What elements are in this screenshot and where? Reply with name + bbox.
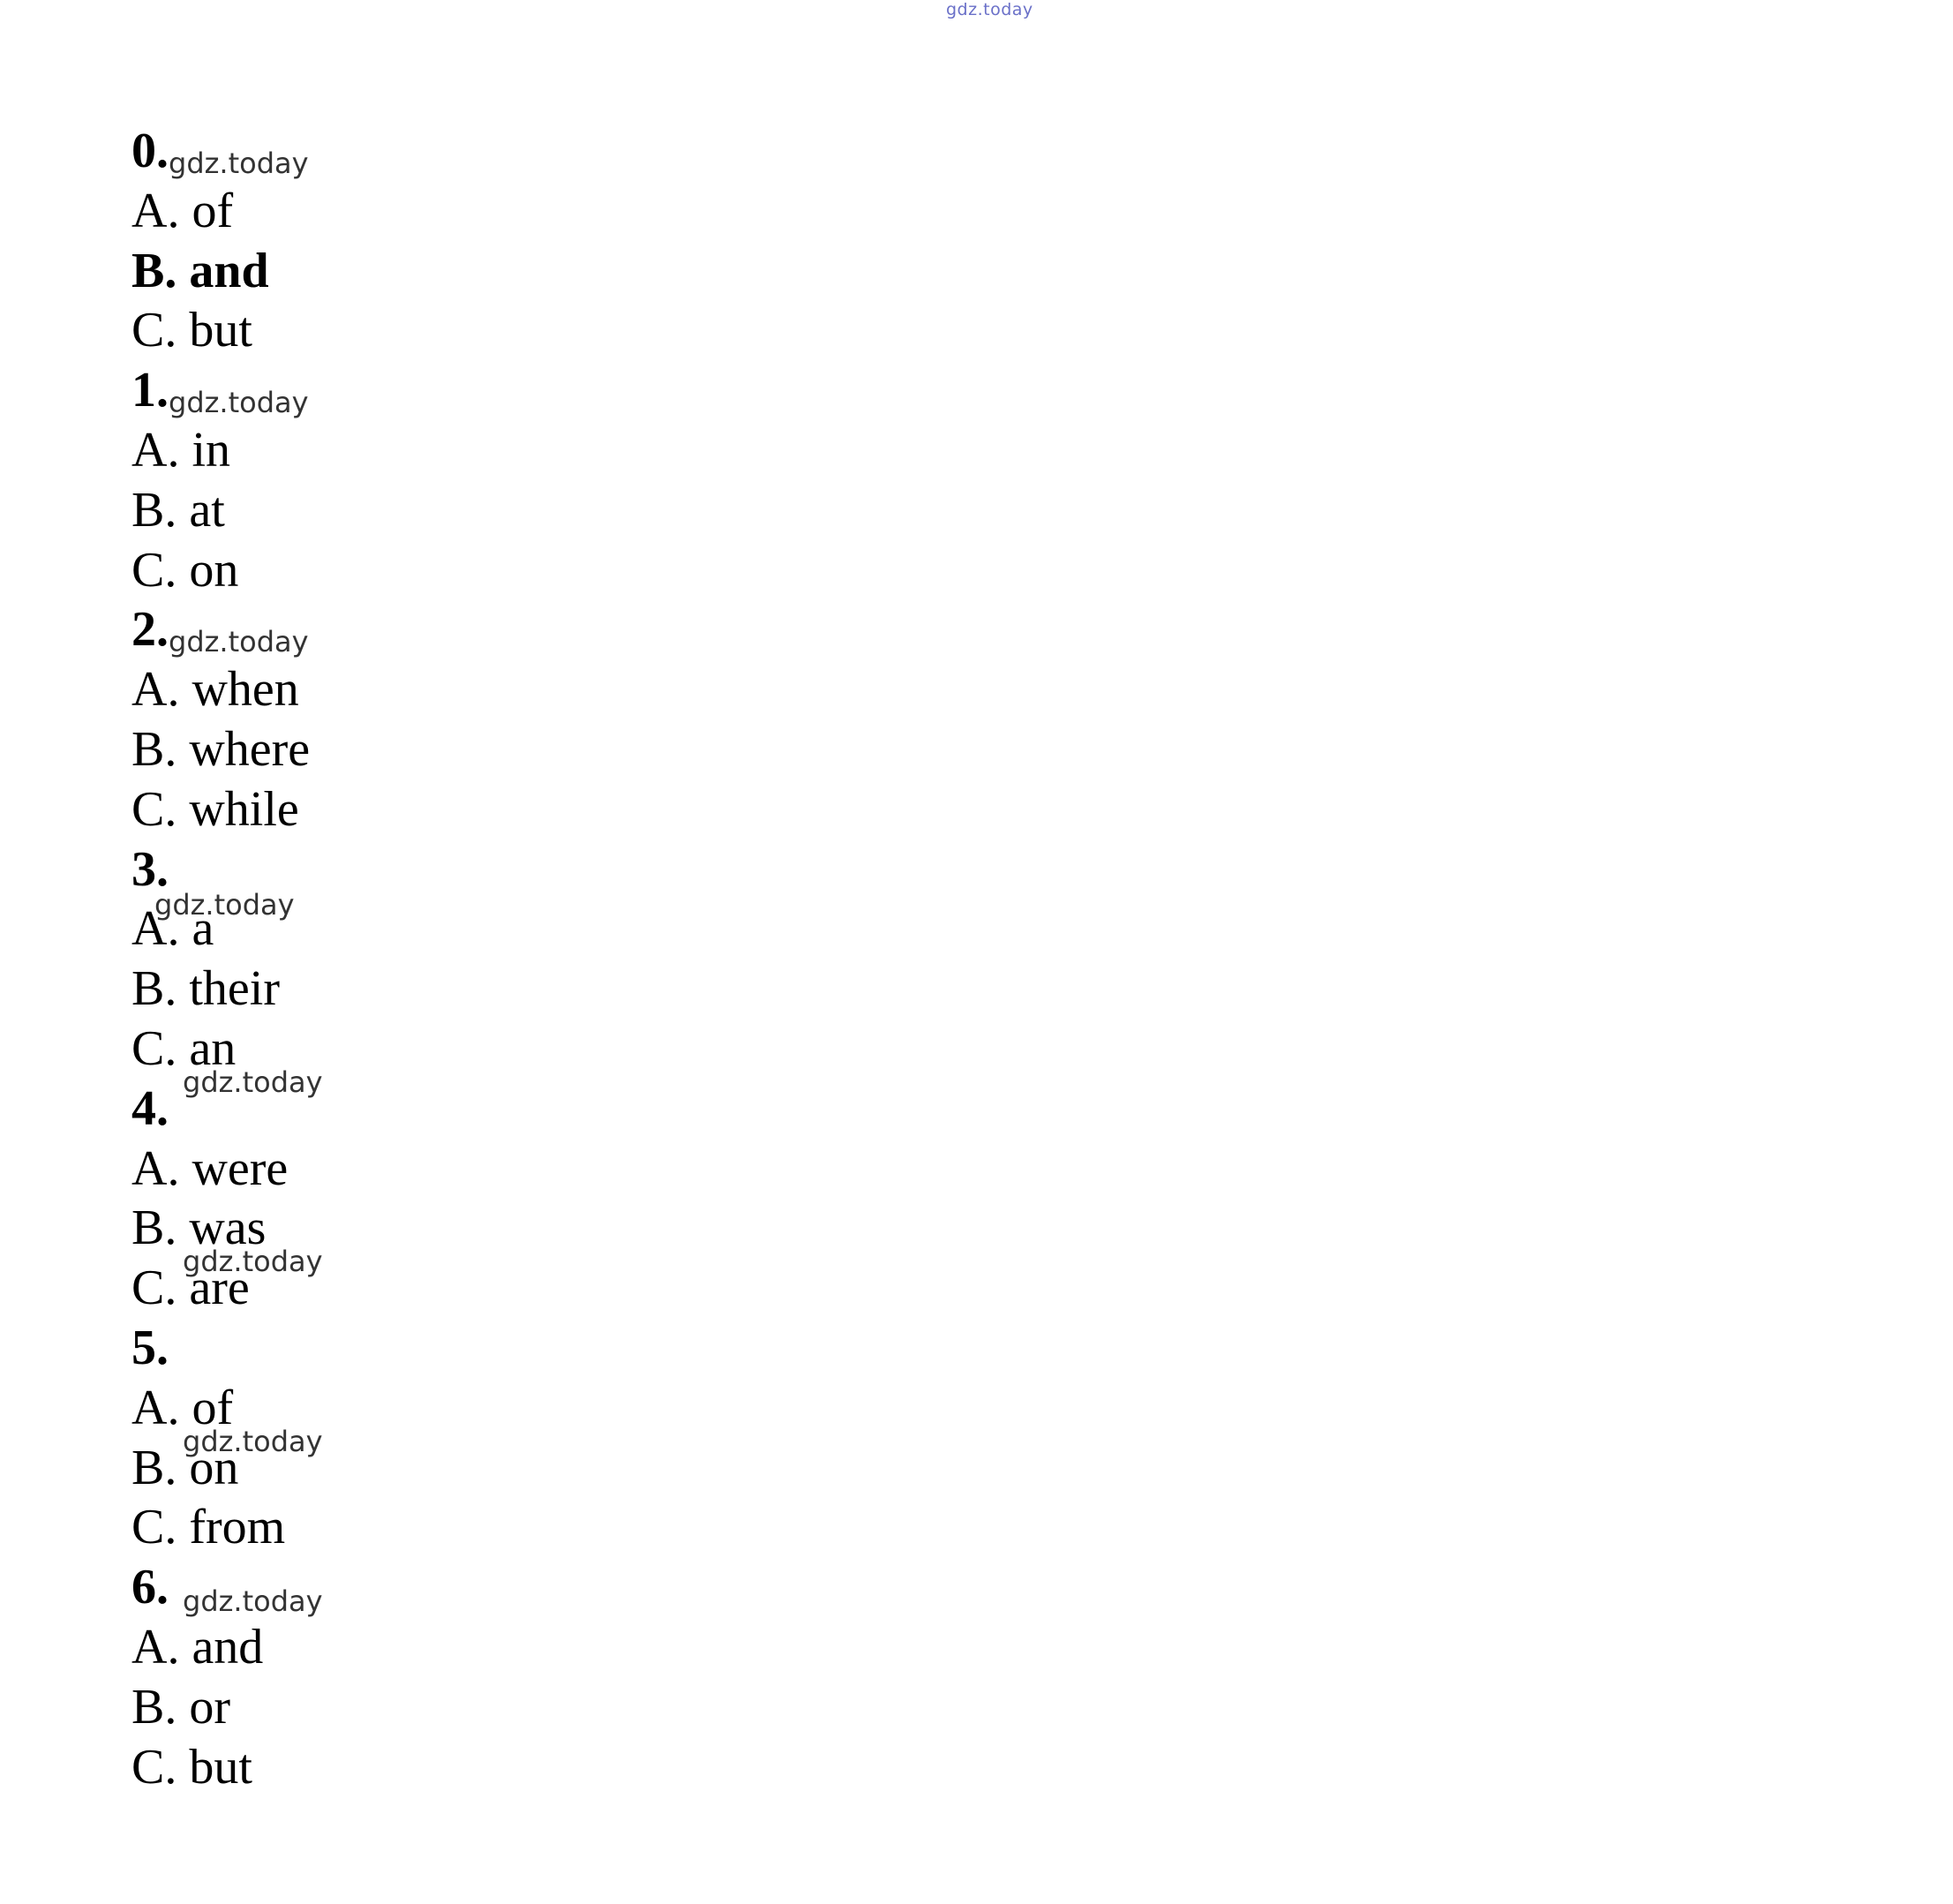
question-number	[131, 840, 310, 922]
watermark-text: gdz.today	[169, 386, 309, 420]
option-a: A. a	[131, 901, 214, 957]
option-a: A. and	[131, 1619, 264, 1674]
question-number-text: 6.	[131, 1560, 169, 1615]
question-number-text: 5.	[131, 1320, 169, 1375]
option-b-text: B. on	[131, 1440, 239, 1495]
watermark-text: gdz.today	[154, 887, 295, 922]
question-number-text: 4.	[131, 1080, 169, 1136]
option-c: C. while	[131, 781, 299, 837]
option-c	[131, 1245, 323, 1319]
question-number	[131, 361, 310, 421]
option-b: B. where	[131, 721, 311, 777]
question-2	[131, 600, 310, 839]
question-number	[131, 600, 310, 660]
option-a: A. when	[131, 662, 299, 718]
question-4	[131, 1065, 323, 1319]
option-a: A. of	[131, 1380, 234, 1435]
question-1	[131, 361, 310, 600]
question-number-text: 0.	[131, 124, 169, 178]
option-c: C. but	[131, 303, 252, 358]
question-number	[131, 122, 310, 182]
watermark-text: gdz.today	[183, 1065, 323, 1099]
question-number	[131, 1558, 323, 1619]
option-c: C. on	[131, 542, 239, 598]
option-b-selected: B. and	[131, 243, 269, 298]
option-c-text: C. are	[131, 1261, 250, 1316]
question-number-text: 2.	[131, 602, 169, 658]
option-c: C. from	[131, 1500, 286, 1555]
option-b: B. their	[131, 961, 280, 1017]
option-c: C. an	[131, 1020, 237, 1076]
option-b: B. at	[131, 482, 225, 538]
option-b: B. or	[131, 1679, 230, 1735]
answer-list	[131, 122, 323, 1797]
option-b	[131, 1424, 323, 1499]
question-number	[131, 1319, 310, 1379]
question-5	[131, 1319, 323, 1558]
option-a: A. in	[131, 422, 230, 478]
option-b: B. was	[131, 1200, 267, 1256]
question-0	[131, 122, 310, 361]
option-a: A. of	[131, 183, 234, 238]
watermark-text: gdz.today	[183, 1424, 323, 1458]
watermark-text: gdz.today	[183, 1584, 323, 1619]
watermark-text: gdz.today	[169, 147, 309, 180]
option-a: A. were	[131, 1140, 289, 1196]
question-6	[131, 1558, 323, 1797]
question-number	[131, 1065, 323, 1140]
watermark-text: gdz.today	[183, 1245, 323, 1279]
question-number-text: 1.	[131, 363, 169, 418]
top-watermark: gdz.today	[946, 0, 1033, 19]
question-3	[131, 840, 310, 1080]
question-number-text: 3.	[131, 841, 169, 897]
option-c: C. but	[131, 1739, 252, 1795]
watermark-text: gdz.today	[169, 625, 309, 659]
